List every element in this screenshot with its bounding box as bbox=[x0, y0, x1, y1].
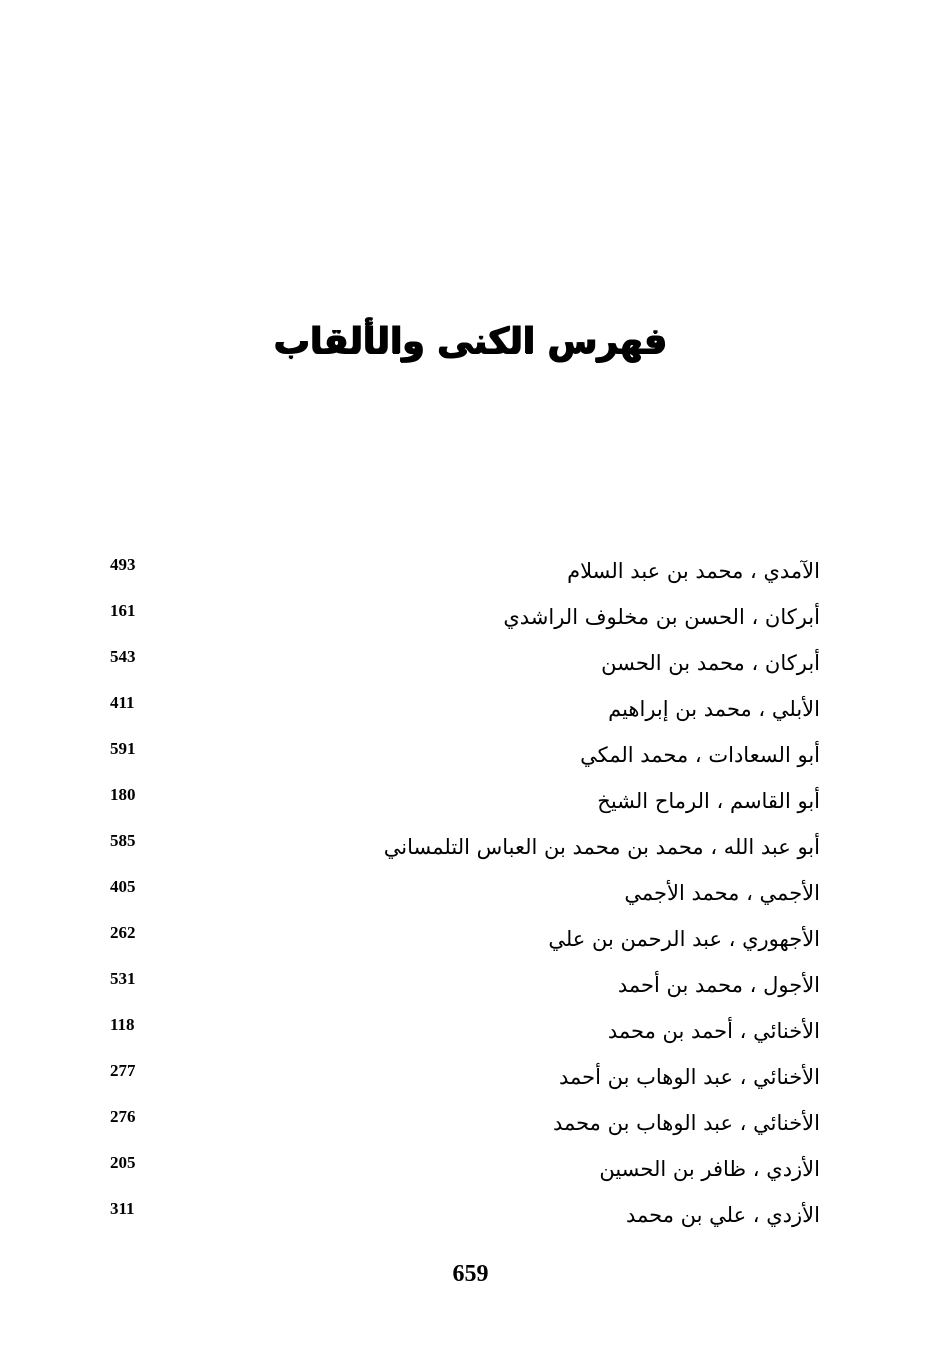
dot-leader bbox=[158, 1192, 616, 1238]
entry-name: الأزدي ، علي بن محمد bbox=[625, 1203, 820, 1227]
index-entry bbox=[110, 824, 820, 870]
entry-name: الأجول ، محمد بن أحمد bbox=[617, 973, 820, 997]
index-entry bbox=[110, 548, 820, 594]
entry-page-number: 161 bbox=[110, 601, 136, 620]
dot-leader bbox=[158, 1100, 543, 1146]
index-entry bbox=[110, 1054, 820, 1100]
entry-name: أبركان ، الحسن بن مخلوف الراشدي bbox=[503, 605, 820, 629]
index-entry bbox=[110, 916, 820, 962]
entry-name: الأزدي ، ظافر بن الحسين bbox=[599, 1157, 820, 1181]
index-title: فهرس الكنى والألقاب bbox=[273, 321, 668, 362]
index-entry bbox=[110, 1008, 820, 1054]
entry-page-number: 585 bbox=[110, 831, 136, 850]
dot-leader bbox=[158, 824, 374, 870]
dot-leader bbox=[158, 916, 538, 962]
index-entry bbox=[110, 778, 820, 824]
index-entry bbox=[110, 870, 820, 916]
entry-page-number: 405 bbox=[110, 877, 136, 896]
entry-page-number: 118 bbox=[110, 1015, 135, 1034]
dot-leader bbox=[158, 962, 608, 1008]
dot-leader bbox=[158, 1146, 589, 1192]
dot-leader bbox=[158, 548, 557, 594]
index-entry bbox=[110, 640, 820, 686]
entry-name: الآمدي ، محمد بن عبد السلام bbox=[567, 559, 820, 583]
index-entry bbox=[110, 594, 820, 640]
index-entry bbox=[110, 1146, 820, 1192]
entry-name: الأجهوري ، عبد الرحمن بن علي bbox=[548, 927, 820, 951]
dot-leader bbox=[158, 1054, 549, 1100]
entry-page-number: 205 bbox=[110, 1153, 136, 1172]
entry-page-number: 493 bbox=[110, 555, 136, 574]
dot-leader bbox=[158, 778, 587, 824]
index-entries bbox=[110, 548, 820, 1238]
entry-name: الأخنائي ، عبد الوهاب بن أحمد bbox=[558, 1065, 820, 1089]
dot-leader bbox=[158, 594, 493, 640]
entry-page-number: 262 bbox=[110, 923, 136, 942]
dot-leader bbox=[158, 1008, 598, 1054]
entry-page-number: 411 bbox=[110, 693, 135, 712]
page-number: 659 bbox=[452, 1261, 489, 1287]
entry-page-number: 277 bbox=[110, 1061, 136, 1080]
index-entry bbox=[110, 962, 820, 1008]
entry-name: أبو عبد الله ، محمد بن محمد بن العباس التلمساني bbox=[383, 835, 820, 859]
entry-page-number: 543 bbox=[110, 647, 136, 666]
index-entry bbox=[110, 1100, 820, 1146]
entry-page-number: 531 bbox=[110, 969, 136, 988]
index-entry bbox=[110, 686, 820, 732]
entry-page-number: 311 bbox=[110, 1199, 135, 1218]
dot-leader bbox=[158, 686, 598, 732]
entry-name: الأخنائي ، أحمد بن محمد bbox=[607, 1019, 820, 1043]
entry-name: الأخنائي ، عبد الوهاب بن محمد bbox=[552, 1111, 820, 1135]
dot-leader bbox=[158, 732, 570, 778]
entry-name: الأجمي ، محمد الأجمي bbox=[624, 881, 820, 905]
entry-name: الأبلي ، محمد بن إبراهيم bbox=[608, 697, 820, 721]
entry-name: أبو القاسم ، الرماح الشيخ bbox=[597, 789, 820, 813]
index-entry bbox=[110, 732, 820, 778]
entry-page-number: 591 bbox=[110, 739, 136, 758]
entry-page-number: 276 bbox=[110, 1107, 136, 1126]
dot-leader bbox=[158, 870, 614, 916]
index-entry bbox=[110, 1192, 820, 1238]
entry-page-number: 180 bbox=[110, 785, 136, 804]
entry-name: أبو السعادات ، محمد المكي bbox=[580, 743, 820, 767]
entry-name: أبركان ، محمد بن الحسن bbox=[601, 651, 820, 675]
dot-leader bbox=[158, 640, 591, 686]
